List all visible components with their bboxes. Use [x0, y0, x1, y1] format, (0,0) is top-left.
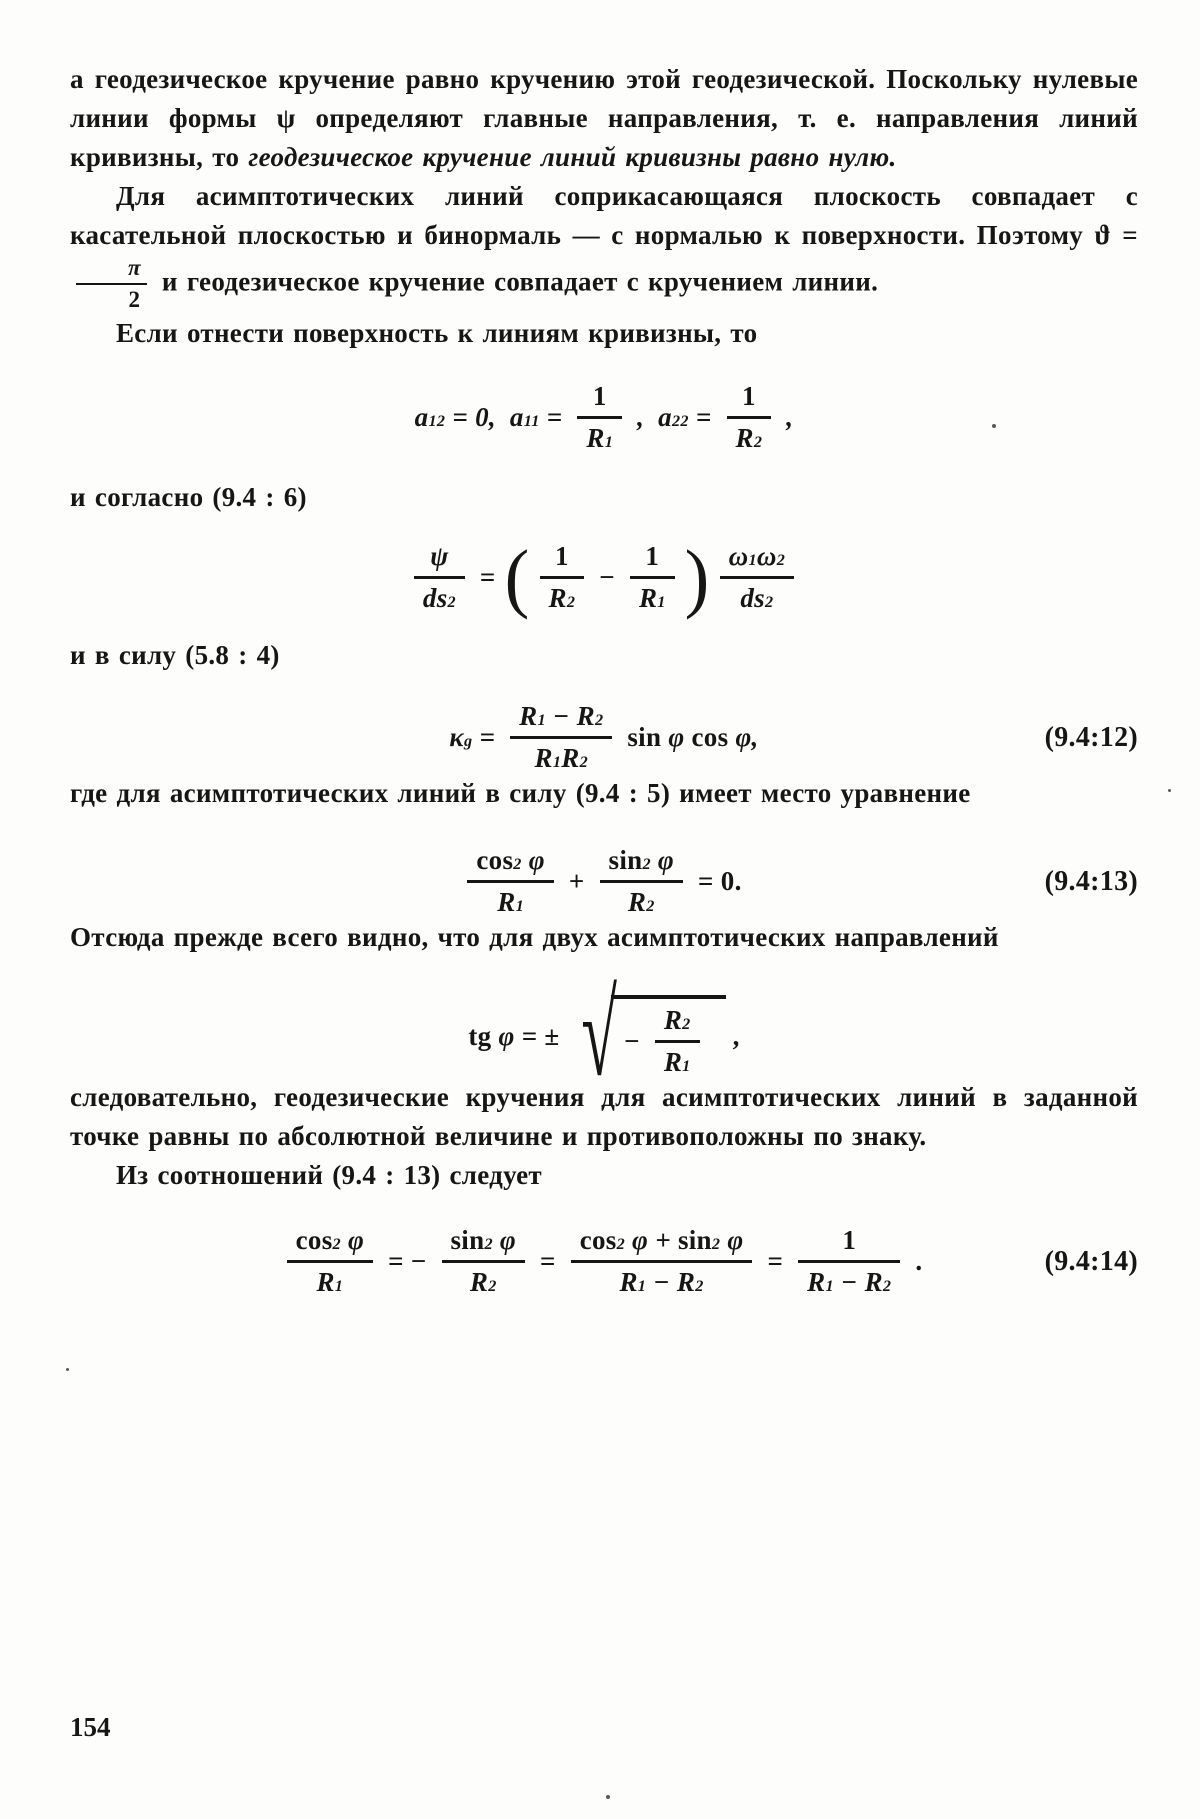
paragraph-text: и в силу (5.8 : 4): [70, 640, 280, 671]
fraction-denominator: $R_1$: [586, 422, 614, 453]
math-token: $a_{12} = 0$,: [414, 401, 496, 432]
paragraph-text: и геодезическое кручение совпадает с кручением линии.: [161, 266, 879, 297]
fraction: [727, 381, 772, 454]
equals-sign: =: [767, 1246, 784, 1277]
formula-9-4-12: [70, 701, 1138, 774]
fraction-numerator: $\cos^2 \varphi + \sin^2 \varphi$: [571, 1225, 753, 1263]
fraction-denominator: $R_2$: [735, 422, 763, 453]
fraction: [442, 1225, 526, 1298]
formula-tg-phi: [70, 969, 1138, 1102]
fraction-numerator: 1: [540, 541, 585, 579]
fraction: [510, 701, 612, 774]
fraction-denominator: $R_2$: [627, 887, 655, 918]
fraction-denominator: $R_2$: [469, 1267, 497, 1298]
paragraph-geodesic-torsion: [70, 60, 1138, 177]
fraction-denominator: $ds^2$: [740, 583, 774, 614]
fraction-denominator: $ds^2$: [422, 583, 456, 614]
math-token: = 0.: [698, 866, 742, 897]
fraction: [577, 381, 622, 454]
formula-9-4-14: [70, 1225, 1138, 1298]
minus-sign: −: [599, 562, 615, 593]
fraction: [600, 845, 684, 918]
fraction-numerator: $\sin^2 \varphi$: [600, 845, 684, 883]
scan-speck: [606, 1795, 610, 1799]
fraction-numerator: $\cos^2 \varphi$: [467, 845, 553, 883]
page-number: 154: [70, 1712, 111, 1742]
inline-fraction-pi-over-2: [76, 255, 147, 314]
fraction: [630, 541, 675, 614]
fraction: [655, 1005, 700, 1078]
fraction-numerator: $\omega^1\omega^2$: [720, 541, 794, 579]
fraction: [571, 1225, 753, 1298]
equation-number: (9.4:12): [1044, 721, 1138, 753]
scan-speck: [66, 1368, 69, 1371]
fraction-denominator: $R_1$: [638, 583, 666, 614]
fraction-numerator: $\sin^2 \varphi$: [442, 1225, 526, 1263]
paragraph-vsilu: [70, 636, 1138, 675]
math-token: sin φ cos φ,: [627, 722, 759, 753]
radicand: [611, 995, 725, 1078]
paragraph-text: и согласно (9.4 : 6): [70, 481, 307, 512]
paragraph-soglasno: [70, 478, 1138, 517]
fraction: [720, 541, 794, 614]
fraction: [467, 845, 553, 918]
paragraph-text: следовательно, геодезические кручения для асимптотических линий в заданной точке равны по абсолютной величине и противоположны по знаку.: [70, 1082, 1138, 1152]
math-token: .: [915, 1246, 923, 1277]
paragraph-curvature-lines: [70, 314, 1138, 353]
fraction-denominator: $R_1$: [316, 1267, 344, 1298]
fraction-numerator: 1: [727, 381, 772, 419]
formula-psi-ds2: $\frac{\psi}{ds^2}$ = ( $\frac{1}{R_2}$ − $\frac{1}{R_1}$ ) $\frac{\omega^1\omega^2}{ds^2}$: [70, 541, 1138, 614]
math-token: ,: [786, 401, 794, 432]
formula-coefficients: [70, 381, 1138, 454]
math-token: tg φ = ±: [468, 1021, 560, 1052]
fraction-numerator: $R_2$: [655, 1005, 700, 1043]
math-token: $\kappa_g$ =: [449, 722, 496, 753]
equals-sign: =: [479, 562, 496, 593]
paragraph-asymptotic-lines: [70, 177, 1138, 314]
plus-sign: +: [568, 866, 585, 897]
paragraph-otsuda: [70, 918, 1138, 957]
paragraph-text: где для асимптотических линий в силу (9.4 : 5) имеет место уравнение: [70, 778, 971, 809]
math-token: ,: [732, 1021, 740, 1052]
fraction: [414, 541, 465, 614]
paragraph-gde: [70, 774, 1138, 813]
math-token: $a_{11}$ =: [509, 401, 563, 432]
fraction: [287, 1225, 373, 1298]
paragraph-text: Из соотношений (9.4 : 13) следует: [116, 1160, 542, 1191]
fraction-denominator: $R_1$: [497, 887, 524, 918]
fraction: [798, 1225, 900, 1298]
fraction-denominator: 2: [128, 287, 141, 313]
fraction-numerator: ψ: [414, 541, 465, 579]
paragraph-text: а геодезическое кручение равно кручению этой геодезической. Поскольку нулевые линии формы ψ определяют главные направления, т. е. направления линий кривизны, то: [70, 64, 1138, 172]
square-root: √ − $\frac{R_2}{R_1}$: [577, 995, 726, 1078]
fraction-denominator: $R_2$: [548, 583, 576, 614]
math-token: = −: [388, 1246, 427, 1277]
formula-9-4-13: [70, 845, 1138, 918]
text-block: [70, 60, 1138, 1298]
math-token: $a_{22}$ =: [658, 401, 712, 432]
fraction-numerator: $R_1 - R_2$: [510, 701, 612, 739]
minus-sign: −: [624, 1026, 640, 1057]
fraction-denominator: $R_1 - R_2$: [807, 1267, 892, 1298]
scan-speck: [992, 424, 996, 428]
scan-speck: [1168, 789, 1171, 792]
equals-sign: =: [540, 1246, 556, 1277]
equation-number: (9.4:14): [1044, 1245, 1138, 1277]
paragraph-emphasis: геодезическое кручение линий кривизны равно нулю.: [248, 142, 897, 172]
fraction-denominator: $R_1$: [663, 1047, 691, 1078]
fraction-numerator: 1: [798, 1225, 900, 1263]
fraction-numerator: 1: [577, 381, 622, 419]
fraction-numerator: 1: [630, 541, 675, 579]
fraction-denominator: $R_1 - R_2$: [619, 1267, 704, 1298]
fraction-numerator: π: [76, 255, 147, 285]
fraction-denominator: $R_1R_2$: [534, 743, 588, 774]
paragraph-iz-sootnosheniy: [70, 1156, 1138, 1195]
equation-number: (9.4:13): [1044, 865, 1138, 897]
fraction: [540, 541, 585, 614]
paragraph-text: Отсюда прежде всего видно, что для двух асимптотических направлений: [70, 922, 999, 953]
math-token: ,: [637, 401, 645, 432]
fraction-numerator: $\cos^2 \varphi$: [287, 1225, 373, 1263]
paragraph-text: Если отнести поверхность к линиям кривизны, то: [116, 317, 758, 348]
paragraph-text: Для асимптотических линий соприкасающаяся плоскость совпадает с касательной плоскостью и бинормаль — с нормалью к поверхности. Поэтому ϑ =: [70, 181, 1138, 250]
